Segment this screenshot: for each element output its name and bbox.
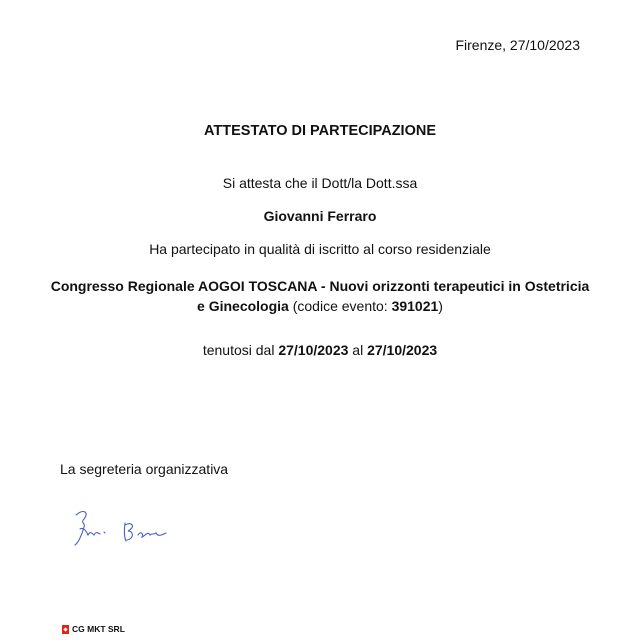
company-name: CG MKT SRL	[72, 624, 125, 634]
certificate-title: ATTESTATO DI PARTECIPAZIONE	[204, 123, 436, 139]
intro-text: Si attesta che il Dott/la Dott.ssa	[222, 175, 418, 191]
signature-image	[70, 505, 185, 555]
date-to: 27/10/2023	[367, 342, 438, 358]
signature-label: La segreteria organizzativa	[60, 461, 229, 477]
participation-text: Ha partecipato in qualità di iscritto al corso residenziale	[149, 241, 491, 257]
participant-name: Giovanni Ferraro	[263, 208, 377, 224]
date-from: 27/10/2023	[278, 342, 349, 358]
place-date: Firenze, 27/10/2023	[455, 37, 580, 53]
event-code-label: (codice evento:	[292, 298, 392, 314]
event-code: 391021	[391, 298, 439, 314]
event-code-close: )	[438, 298, 443, 314]
dates-prefix: tenutosi dal	[202, 342, 279, 358]
event-dates	[0, 342, 640, 358]
course-description	[50, 276, 590, 316]
dates-mid: al	[348, 342, 368, 358]
course-title: Congresso Regionale AOGOI TOSCANA - Nuovi orizzonti terapeutici in Ostetricia e Ginecologia	[50, 278, 590, 314]
footer-company	[62, 624, 125, 634]
company-logo-icon	[62, 625, 69, 634]
